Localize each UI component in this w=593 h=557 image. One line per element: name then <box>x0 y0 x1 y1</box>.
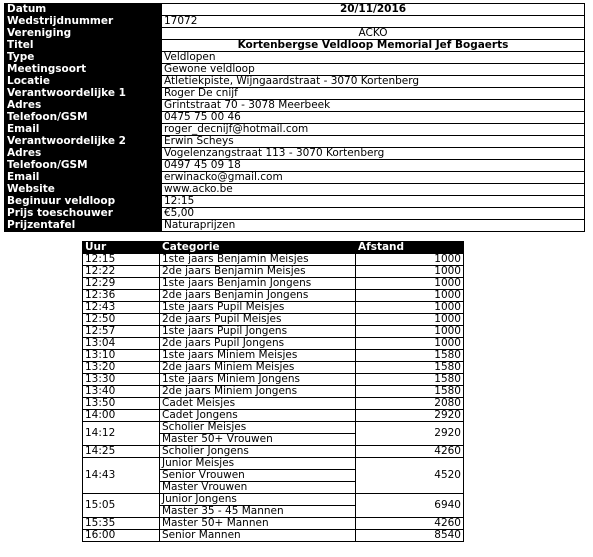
schedule-time: 12:22 <box>83 266 160 278</box>
schedule-time: 13:30 <box>83 374 160 386</box>
schedule-time: 15:05 <box>83 494 160 518</box>
schedule-category: Master Vrouwen <box>160 481 355 493</box>
schedule-time: 13:50 <box>83 398 160 410</box>
table-row <box>83 398 464 410</box>
schedule-category: 2de jaars Benjamin Jongens <box>162 289 309 301</box>
schedule-category-cell <box>160 278 356 290</box>
schedule-category-cell <box>160 458 356 494</box>
info-value-type: Veldlopen <box>162 52 585 64</box>
schedule-category-cell <box>160 266 356 278</box>
info-value-tel2: 0497 45 09 18 <box>162 160 585 172</box>
schedule-category: Scholier Meisjes <box>162 421 247 433</box>
schedule-category: Senior Vrouwen <box>160 469 355 481</box>
table-row <box>83 338 464 350</box>
info-row-titel <box>5 40 585 52</box>
schedule-distance: 1000 <box>356 254 464 266</box>
table-row <box>83 314 464 326</box>
info-value-website[interactable]: www.acko.be <box>162 184 585 196</box>
schedule-distance: 4260 <box>356 518 464 530</box>
schedule-category-cell <box>160 362 356 374</box>
info-label: Telefoon/GSM <box>5 160 162 172</box>
info-value-email2[interactable]: erwinacko@gmail.com <box>162 172 585 184</box>
schedule-distance: 2080 <box>356 398 464 410</box>
header-afstand: Afstand <box>356 242 464 254</box>
info-value-nummer: 17072 <box>162 16 585 28</box>
schedule-distance: 1000 <box>356 314 464 326</box>
schedule-category-cell <box>160 338 356 350</box>
event-info-table <box>4 3 585 232</box>
info-value-adres1: Grintstraat 70 - 3078 Meerbeek <box>162 100 585 112</box>
info-value-prijs: €5,00 <box>162 208 585 220</box>
info-label: Prijzentafel <box>5 220 162 232</box>
header-uur: Uur <box>83 242 160 254</box>
schedule-category: Master 50+ Vrouwen <box>160 433 355 445</box>
schedule-category-cell <box>160 530 356 542</box>
schedule-distance: 4520 <box>356 458 464 494</box>
info-label: Datum <box>5 4 162 16</box>
schedule-category: 2de jaars Pupil Jongens <box>162 337 285 349</box>
schedule-distance: 1580 <box>356 374 464 386</box>
schedule-distance: 1000 <box>356 266 464 278</box>
info-value-datum: 20/11/2016 <box>162 4 585 16</box>
info-value-vereniging: ACKO <box>162 28 585 40</box>
schedule-distance: 1580 <box>356 350 464 362</box>
table-row <box>83 374 464 386</box>
info-value-titel: Kortenbergse Veldloop Memorial Jef Bogaerts <box>162 40 585 52</box>
table-row <box>83 362 464 374</box>
info-value-soort: Gewone veldloop <box>162 64 585 76</box>
schedule-time: 14:12 <box>83 422 160 446</box>
schedule-time: 12:57 <box>83 326 160 338</box>
schedule-distance: 1580 <box>356 362 464 374</box>
schedule-time: 12:29 <box>83 278 160 290</box>
info-row-adres1 <box>5 100 585 112</box>
info-label: Verantwoordelijke 1 <box>5 88 162 100</box>
info-row-verantw1 <box>5 88 585 100</box>
schedule-category: Scholier Jongens <box>162 445 249 457</box>
schedule-category-cell <box>160 326 356 338</box>
schedule-distance: 6940 <box>356 494 464 518</box>
schedule-category-cell <box>160 398 356 410</box>
info-row-tel2 <box>5 160 585 172</box>
schedule-distance: 2920 <box>356 422 464 446</box>
table-row <box>83 422 464 446</box>
schedule-category-cell <box>160 422 356 446</box>
table-row <box>83 530 464 542</box>
table-row <box>83 350 464 362</box>
info-row-email2 <box>5 172 585 184</box>
schedule-time: 13:40 <box>83 386 160 398</box>
table-row <box>83 410 464 422</box>
info-value-verantw1: Roger De cnijf <box>162 88 585 100</box>
schedule-category: Master 50+ Mannen <box>162 517 269 529</box>
schedule-category-cell <box>160 494 356 518</box>
schedule-category-cell <box>160 290 356 302</box>
info-row-locatie <box>5 76 585 88</box>
schedule-time: 12:50 <box>83 314 160 326</box>
table-row <box>83 290 464 302</box>
info-value-verantw2: Erwin Scheys <box>162 136 585 148</box>
info-row-verantw2 <box>5 136 585 148</box>
schedule-category: 1ste jaars Pupil Meisjes <box>162 301 285 313</box>
schedule-category: 2de jaars Pupil Meisjes <box>162 313 282 325</box>
info-value-locatie: Atletiekpiste, Wijngaardstraat - 3070 Kortenberg <box>162 76 585 88</box>
schedule-time: 13:20 <box>83 362 160 374</box>
schedule-category: Junior Jongens <box>162 493 237 505</box>
schedule-time: 12:43 <box>83 302 160 314</box>
schedule-category: Junior Meisjes <box>162 457 235 469</box>
schedule-category-cell <box>160 314 356 326</box>
info-label: Meetingsoort <box>5 64 162 76</box>
info-label: Verantwoordelijke 2 <box>5 136 162 148</box>
info-row-beginuur <box>5 196 585 208</box>
schedule-category: 1ste jaars Pupil Jongens <box>162 325 288 337</box>
table-row <box>83 254 464 266</box>
info-row-type <box>5 52 585 64</box>
table-row <box>83 326 464 338</box>
schedule-category-cell <box>160 302 356 314</box>
table-row <box>83 494 464 518</box>
schedule-table <box>82 241 464 542</box>
schedule-category-cell <box>160 254 356 266</box>
info-label: Beginuur veldloop <box>5 196 162 208</box>
schedule-time: 15:35 <box>83 518 160 530</box>
schedule-category-cell <box>160 374 356 386</box>
info-value-tel1: 0475 75 00 46 <box>162 112 585 124</box>
schedule-time: 13:10 <box>83 350 160 362</box>
info-label: Adres <box>5 100 162 112</box>
schedule-category: 2de jaars Miniem Jongens <box>162 385 298 397</box>
schedule-category: Cadet Jongens <box>162 409 238 421</box>
schedule-category: 1ste jaars Benjamin Meisjes <box>162 253 309 265</box>
info-row-nummer <box>5 16 585 28</box>
info-row-tel1 <box>5 112 585 124</box>
info-value-beginuur: 12:15 <box>162 196 585 208</box>
schedule-distance: 4260 <box>356 446 464 458</box>
info-label: Adres <box>5 148 162 160</box>
schedule-time: 16:00 <box>83 530 160 542</box>
info-label: Telefoon/GSM <box>5 112 162 124</box>
header-categorie: Categorie <box>160 242 356 254</box>
schedule-time: 14:00 <box>83 410 160 422</box>
schedule-header-row <box>83 242 464 254</box>
schedule-distance: 1000 <box>356 302 464 314</box>
info-row-prijzentafel <box>5 220 585 232</box>
schedule-distance: 1000 <box>356 338 464 350</box>
table-row <box>83 458 464 494</box>
info-row-adres2 <box>5 148 585 160</box>
schedule-category: 1ste jaars Benjamin Jongens <box>162 277 312 289</box>
info-label: Wedstrijdnummer <box>5 16 162 28</box>
info-label: Email <box>5 124 162 136</box>
table-row <box>83 518 464 530</box>
schedule-category: 1ste jaars Miniem Meisjes <box>162 349 298 361</box>
info-label: Titel <box>5 40 162 52</box>
schedule-category-cell <box>160 518 356 530</box>
info-label: Type <box>5 52 162 64</box>
table-row <box>83 446 464 458</box>
schedule-category: 2de jaars Miniem Meisjes <box>162 361 295 373</box>
schedule-distance: 1580 <box>356 386 464 398</box>
schedule-category: 1ste jaars Miniem Jongens <box>162 373 300 385</box>
schedule-time: 14:43 <box>83 458 160 494</box>
info-row-vereniging <box>5 28 585 40</box>
info-value-prijzentafel: Naturaprijzen <box>162 220 585 232</box>
schedule-time: 13:04 <box>83 338 160 350</box>
schedule-distance: 8540 <box>356 530 464 542</box>
info-label: Prijs toeschouwer <box>5 208 162 220</box>
schedule-category-cell <box>160 350 356 362</box>
info-row-datum <box>5 4 585 16</box>
info-row-email1 <box>5 124 585 136</box>
schedule-category: 2de jaars Benjamin Meisjes <box>162 265 306 277</box>
schedule-category-cell <box>160 386 356 398</box>
schedule-body <box>83 254 464 542</box>
info-row-prijs <box>5 208 585 220</box>
info-label: Locatie <box>5 76 162 88</box>
schedule-distance: 2920 <box>356 410 464 422</box>
info-value-email1[interactable]: roger_decnijf@hotmail.com <box>162 124 585 136</box>
table-row <box>83 302 464 314</box>
schedule-distance: 1000 <box>356 290 464 302</box>
info-label: Website <box>5 184 162 196</box>
schedule-category: Master 35 - 45 Mannen <box>160 505 355 517</box>
table-row <box>83 386 464 398</box>
schedule-category-cell <box>160 410 356 422</box>
info-row-website <box>5 184 585 196</box>
schedule-distance: 1000 <box>356 278 464 290</box>
schedule-category-cell <box>160 446 356 458</box>
table-row <box>83 266 464 278</box>
schedule-time: 14:25 <box>83 446 160 458</box>
info-row-soort <box>5 64 585 76</box>
schedule-category: Senior Mannen <box>162 529 241 541</box>
info-label: Vereniging <box>5 28 162 40</box>
schedule-time: 12:36 <box>83 290 160 302</box>
schedule-distance: 1000 <box>356 326 464 338</box>
schedule-time: 12:15 <box>83 254 160 266</box>
info-value-adres2: Vogelenzangstraat 113 - 3070 Kortenberg <box>162 148 585 160</box>
schedule-category: Cadet Meisjes <box>162 397 236 409</box>
table-row <box>83 278 464 290</box>
info-label: Email <box>5 172 162 184</box>
